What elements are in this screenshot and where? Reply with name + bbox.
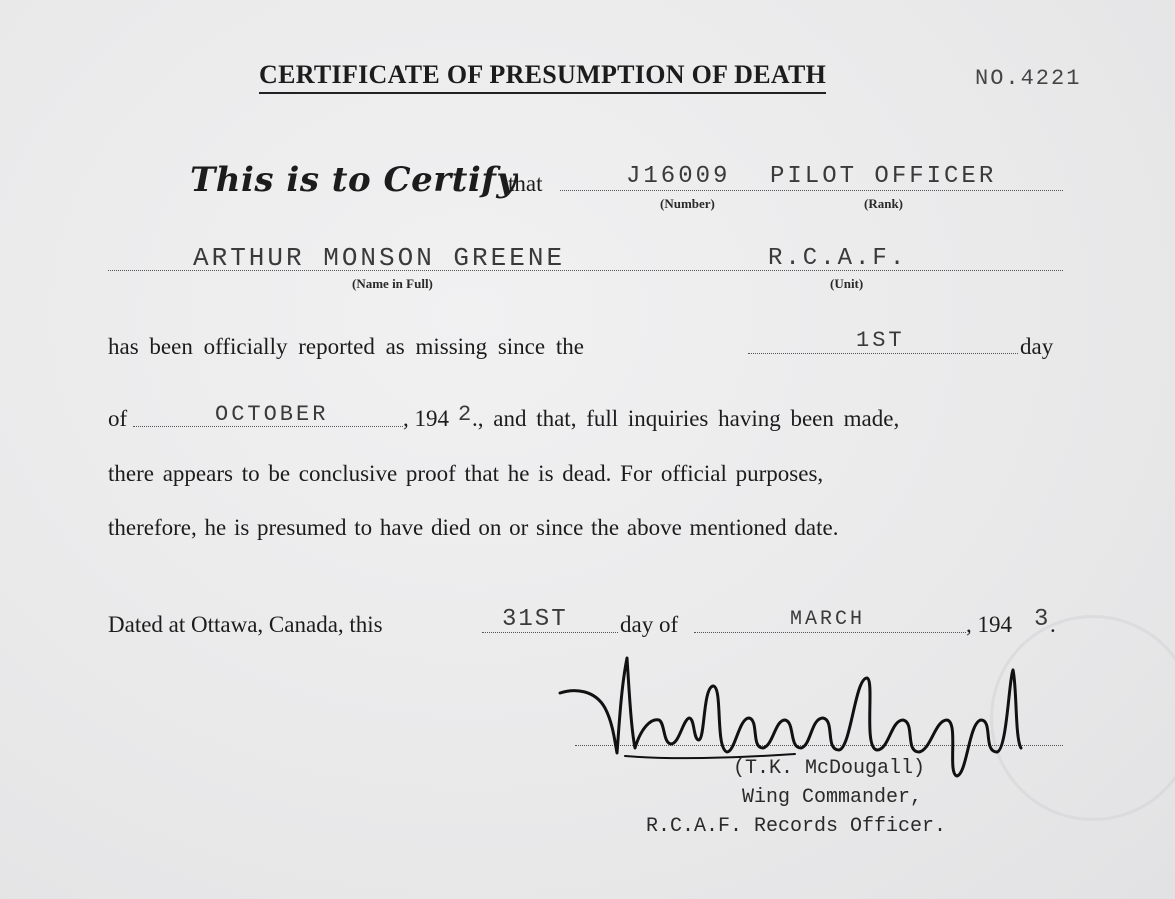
missing-month: OCTOBER xyxy=(215,402,329,427)
inquiries-text: ., and that, full inquiries having been made, xyxy=(472,406,900,431)
missing-since-text: has been officially reported as missing since the xyxy=(108,334,584,359)
day-word: day xyxy=(1020,334,1054,359)
caption-rank: (Rank) xyxy=(864,196,904,211)
certify-heading: This is to Certify xyxy=(190,160,517,200)
caption-number: (Number) xyxy=(660,196,715,211)
that-word: that xyxy=(508,171,543,196)
dated-year-prefix: , 194 xyxy=(966,612,1012,637)
caption-name-in-full: (Name in Full) xyxy=(352,276,433,291)
service-number: J16009 xyxy=(626,163,731,190)
caption-unit: (Unit) xyxy=(830,276,864,291)
day-of-text: day of xyxy=(620,612,679,637)
missing-year-prefix: , 194 xyxy=(403,406,449,431)
missing-day: 1ST xyxy=(856,328,905,353)
rank-value: PILOT OFFICER xyxy=(770,163,997,190)
dated-year-digit: 3 xyxy=(1034,606,1049,633)
signatory-name: (T.K. McDougall) xyxy=(733,757,926,780)
signatory-office: R.C.A.F. Records Officer. xyxy=(646,815,947,838)
signatory-title: Wing Commander, xyxy=(742,786,923,809)
full-name: ARTHUR MONSON GREENE xyxy=(193,243,566,273)
missing-year-digit: 2 xyxy=(458,402,472,427)
proof-text: there appears to be conclusive proof that he is dead. For official purposes, xyxy=(108,461,824,486)
certificate-title: CERTIFICATE OF PRESUMPTION OF DEATH xyxy=(259,60,826,94)
dated-end: . xyxy=(1050,612,1056,637)
presumed-text: therefore, he is presumed to have died on or since the above mentioned date. xyxy=(108,515,839,540)
of-word: of xyxy=(108,406,128,431)
dated-at-text: Dated at Ottawa, Canada, this xyxy=(108,612,383,637)
dated-month: MARCH xyxy=(790,608,866,631)
certificate-number: NO.4221 xyxy=(975,66,1082,91)
dated-day: 31ST xyxy=(502,606,568,633)
dated-month-dotted-line xyxy=(694,632,966,633)
number-rank-dotted-line xyxy=(560,190,1063,191)
missing-day-dotted-line xyxy=(748,353,1018,354)
unit-value: R.C.A.F. xyxy=(768,245,908,272)
